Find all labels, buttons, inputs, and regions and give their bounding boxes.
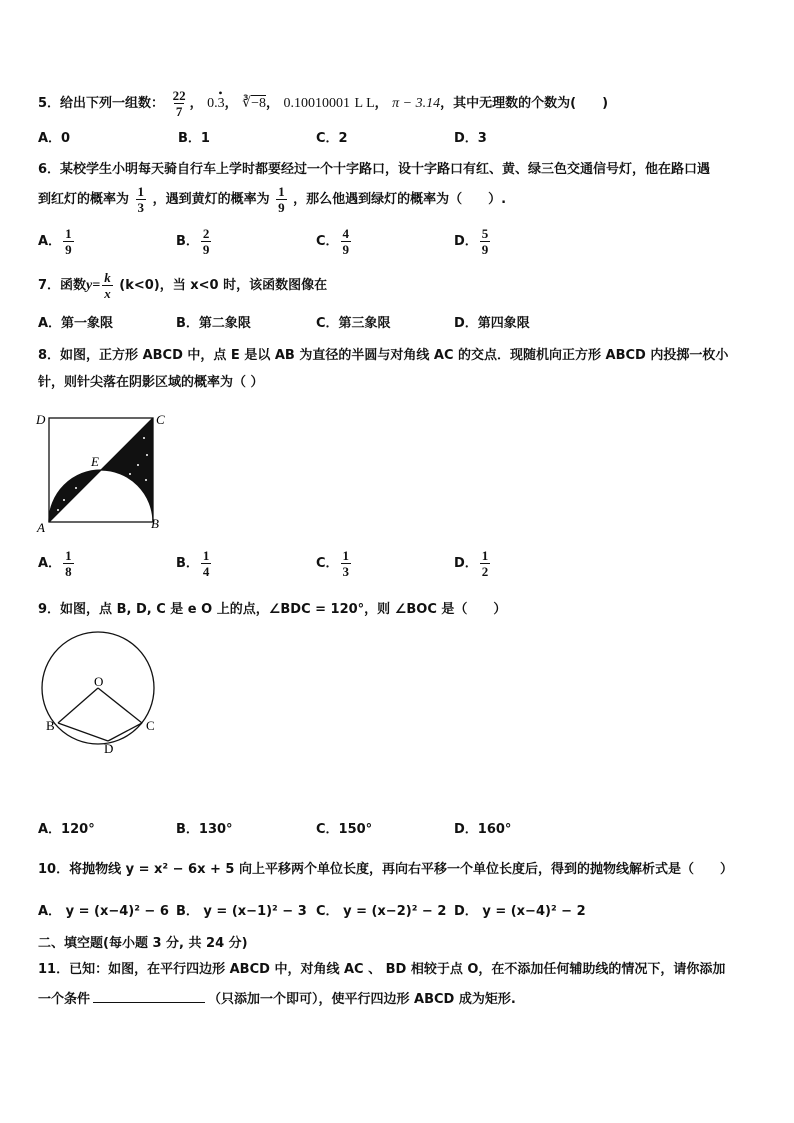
q5-stem: 5．给出下列一组数： $\frac{22}{7}$ ， • 0.3， ∛−8， 0.10010001 L L， π − 3.14，其中无理数的个数为( ) — [38, 86, 609, 119]
q9-option-c[interactable]: C．150° — [316, 822, 373, 837]
q9-circle-figure — [38, 626, 168, 756]
q9-chord-dc — [108, 723, 142, 741]
q7-option-c[interactable]: C．第三象限 — [316, 316, 391, 331]
q5-option-b[interactable]: B．1 — [178, 131, 210, 146]
q8-option-d[interactable]: D． $\frac{1}{2}$ — [454, 548, 489, 579]
q5-pi-expression: π − 3.14 — [392, 96, 441, 111]
q8-stem-line1: 8．如图，正方形 ABCD 中，点 E 是以 AB 为直径的半圆与对角线 AC 的交点．现随机向正方形 ABCD 内投掷一枚小 — [38, 348, 729, 363]
q5-fraction-22-7: $\frac{22}{7}$ — [172, 88, 186, 119]
q5-decimal: 0.10010001 — [283, 96, 350, 111]
q8-label-c: C — [156, 412, 165, 427]
q5-option-d[interactable]: D．3 — [454, 131, 487, 146]
q6-option-d[interactable]: D． $\frac{5}{9}$ — [454, 226, 489, 257]
q11-stem-line2: 一个条件 （只添加一个即可），使平行四边形 ABCD 成为矩形. — [38, 992, 516, 1007]
q7-option-d[interactable]: D．第四象限 — [454, 316, 530, 331]
q9-radius-ob — [58, 688, 98, 723]
q8-square-figure — [34, 410, 174, 535]
q5-ellipsis: L L — [354, 96, 375, 111]
q8-label-e: E — [91, 454, 99, 469]
q6-stem-line1: 6．某校学生小明每天骑自行车上学时都要经过一个十字路口，设十字路口有红、黄、绿三色交通信号灯，他在路口遇 — [38, 162, 711, 177]
q8-stem-line2: 针，则针尖落在阴影区域的概率为（ ） — [38, 375, 264, 390]
q7-option-b[interactable]: B．第二象限 — [176, 316, 251, 331]
q8-option-b[interactable]: B． $\frac{1}{4}$ — [176, 548, 210, 579]
q11-answer-blank[interactable] — [93, 990, 205, 1003]
q9-chord-bd — [58, 723, 108, 741]
q5-option-a[interactable]: A．0 — [38, 131, 71, 146]
q6-option-c[interactable]: C． $\frac{4}{9}$ — [316, 226, 350, 257]
section-fill-in-title: 二、填空题(每小题 3 分, 共 24 分) — [38, 936, 248, 951]
q9-option-b[interactable]: B．130° — [176, 822, 233, 837]
q7-option-a[interactable]: A．第一象限 — [38, 316, 114, 331]
q10-option-d[interactable]: D． y = (x−4)² − 2 — [454, 904, 586, 919]
q10-option-c[interactable]: C． y = (x−2)² − 2 — [316, 904, 447, 919]
q10-stem: 10．将抛物线 y = x² − 6x + 5 向上平移两个单位长度，再向右平移一个单位长度后，得到的抛物线解析式是（ ） — [38, 862, 734, 877]
q6-option-b[interactable]: B． $\frac{2}{9}$ — [176, 226, 210, 257]
q9-option-d[interactable]: D．160° — [454, 822, 512, 837]
q5-option-c[interactable]: C．2 — [316, 131, 348, 146]
q6-stem-line2: 到红灯的概率为 $\frac{1}{3}$ ，遇到黄灯的概率为 $\frac{1}{9}$ ，那么他遇到绿灯的概率为（ ）. — [38, 184, 507, 215]
q5-cube-root: ∛−8 — [242, 96, 266, 111]
q9-label-b: B — [46, 718, 55, 733]
q6-option-a[interactable]: A． $\frac{1}{9}$ — [38, 226, 72, 257]
q10-option-b[interactable]: B． y = (x−1)² − 3 — [176, 904, 307, 919]
q9-option-a[interactable]: A．120° — [38, 822, 95, 837]
q8-label-d: D — [36, 412, 46, 427]
q8-label-a: A — [37, 520, 45, 535]
q7-stem: 7．函数y= $\frac{k}{x}$ (k<0)，当 x<0 时，该函数图像在 — [38, 270, 328, 301]
q9-label-o: O — [94, 674, 104, 689]
q9-radius-oc — [98, 688, 142, 723]
q5-repeating-decimal: • 0.3 — [207, 86, 225, 111]
q8-label-b: B — [151, 516, 159, 531]
q11-stem-line1: 11．已知：如图，在平行四边形 ABCD 中，对角线 AC 、 BD 相较于点 O，在不添加任何辅助线的情况下，请你添加 — [38, 962, 726, 977]
q9-label-c: C — [146, 718, 155, 733]
q8-option-a[interactable]: A． $\frac{1}{8}$ — [38, 548, 72, 579]
q9-label-d: D — [104, 741, 114, 756]
q8-option-c[interactable]: C． $\frac{1}{3}$ — [316, 548, 350, 579]
q9-stem: 9．如图，点 B, D, C 是 e O 上的点，∠BDC = 120°，则 ∠BOC 是（ ） — [38, 602, 507, 617]
q10-option-a[interactable]: A． y = (x−4)² − 6 — [38, 904, 169, 919]
